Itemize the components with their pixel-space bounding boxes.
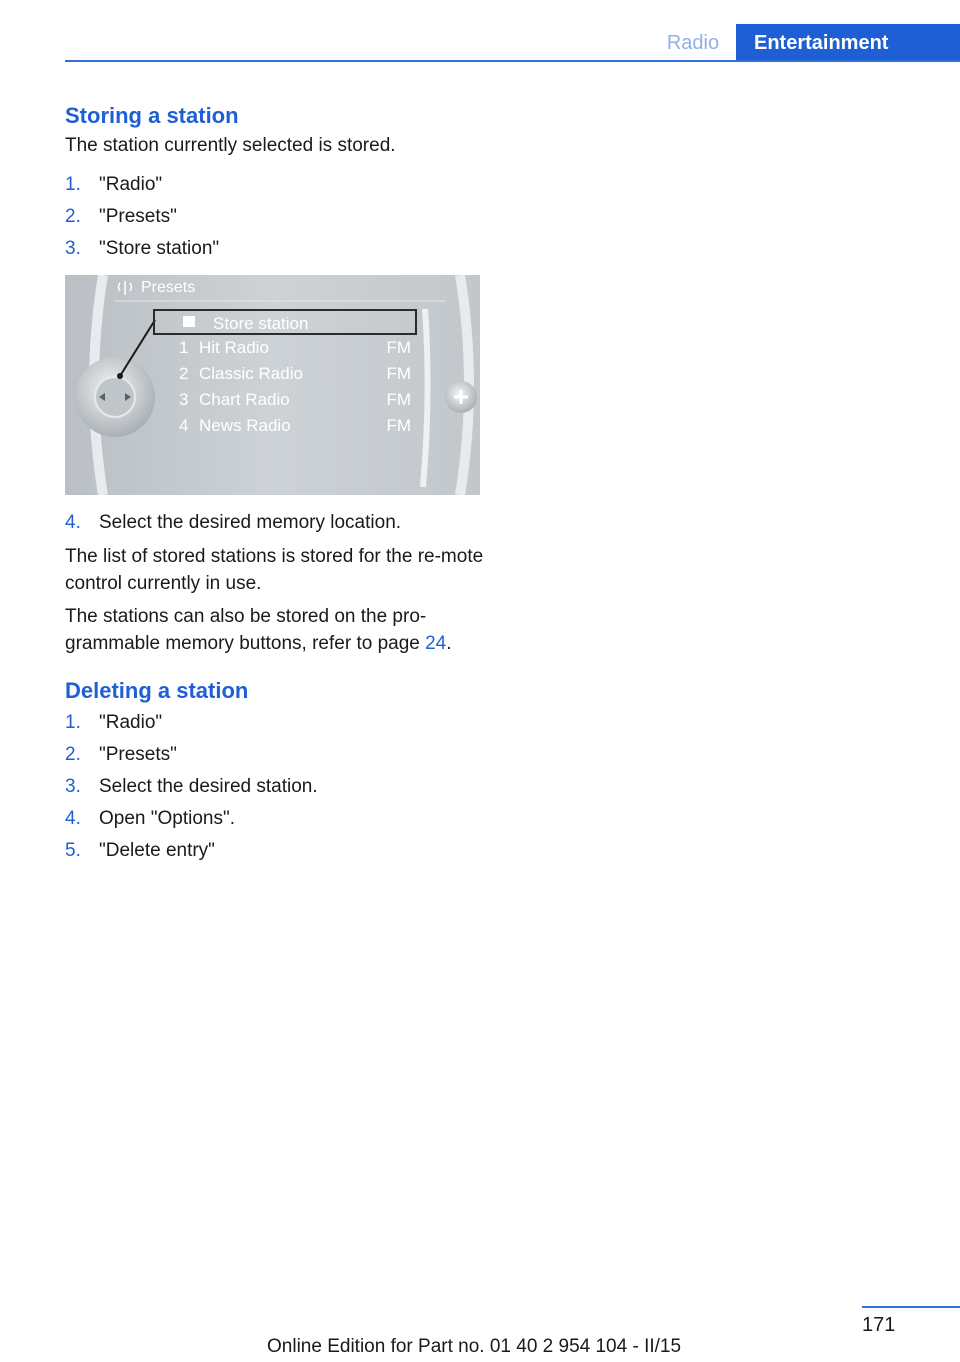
footer-rule bbox=[862, 1306, 960, 1308]
list-item: 4. Open "Options". bbox=[65, 808, 236, 829]
storing-steps-continued bbox=[65, 507, 485, 539]
storing-heading: Storing a station bbox=[65, 103, 239, 128]
list-item: 1 Hit Radio FM bbox=[179, 338, 411, 357]
list-item: 4. Select the desired memory location. bbox=[65, 512, 402, 533]
header-section-label: Radio bbox=[666, 31, 720, 54]
list-item: 1. "Radio" bbox=[65, 174, 163, 195]
deleting-heading: Deleting a station bbox=[65, 678, 249, 703]
list-item: 2. "Presets" bbox=[65, 744, 177, 765]
list-item: 5. "Delete entry" bbox=[65, 840, 215, 861]
list-item: 3. Select the desired station. bbox=[65, 776, 318, 797]
header-rule bbox=[65, 60, 960, 62]
list-item: 2 Classic Radio FM bbox=[179, 364, 411, 383]
storing-intro: The station currently selected is stored. bbox=[65, 135, 396, 156]
storing-note-remote: The list of stored stations is stored for the re‐mote control currently in use. bbox=[65, 546, 484, 594]
list-item: 4 News Radio FM bbox=[179, 416, 411, 435]
list-item: 2. "Presets" bbox=[65, 206, 177, 227]
list-item: 1. "Radio" bbox=[65, 712, 163, 733]
storing-note-buttons: The stations can also be stored on the pro‐grammable memory buttons, refer to page 24. bbox=[65, 606, 452, 654]
store-station-item: Store station bbox=[153, 309, 417, 335]
list-item: 3. "Store station" bbox=[65, 238, 220, 259]
main-content bbox=[65, 100, 485, 867]
list-item: 3 Chart Radio FM bbox=[179, 390, 411, 409]
header-chapter-tab: Entertainment bbox=[736, 24, 960, 62]
presets-screenshot bbox=[65, 275, 480, 495]
deleting-steps bbox=[65, 707, 485, 867]
storing-steps bbox=[65, 169, 485, 265]
page-reference-link[interactable]: 24 bbox=[425, 633, 447, 654]
presets-list bbox=[173, 309, 413, 439]
screen-title: Presets bbox=[141, 279, 196, 296]
edition-note: Online Edition for Part no. 01 40 2 954 104 - II/15 bbox=[267, 1336, 682, 1357]
page-number: 171 bbox=[862, 1314, 896, 1336]
